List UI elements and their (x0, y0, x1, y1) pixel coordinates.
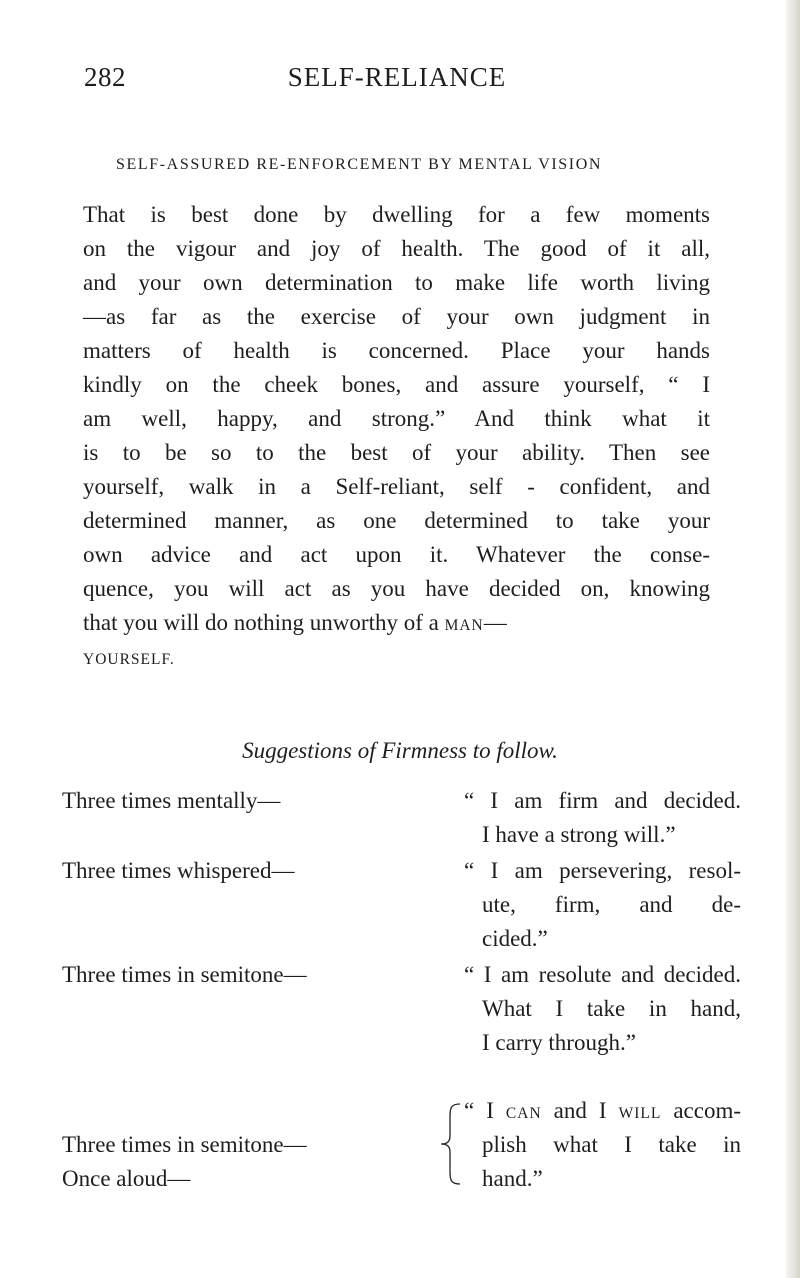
paragraph-line: yourself, walk in a Self-reliant, self - confident, and (83, 474, 710, 499)
quote-line (464, 1094, 741, 1128)
running-title: SELF-RELIANCE (287, 62, 507, 92)
affirmation-quote (464, 784, 741, 852)
paragraph-line: quence, you will act as you have decided on, knowing (83, 576, 710, 601)
quote-line: “ I am resolute and decided. (464, 962, 741, 987)
affirmation-quote (464, 1094, 741, 1196)
paragraph-line: determined manner, as one determined to take your (83, 508, 710, 533)
quote-line: I have a strong will.” (482, 822, 676, 847)
paragraph-line: is to be so to the best of your ability. Then see (83, 440, 710, 465)
paragraph-line (83, 606, 710, 640)
body-paragraph (83, 198, 710, 674)
affirmation-quote (464, 854, 741, 956)
quote-line: ute, firm, and de- (482, 892, 741, 917)
quote-text: and I (541, 1098, 619, 1123)
page-edge-shadow (786, 0, 800, 1278)
curly-brace (436, 1102, 464, 1186)
paragraph-line (83, 640, 710, 674)
paragraph-line: —as far as the exercise of your own judgment in (83, 304, 710, 329)
smallcaps-word: YOURSELF. (83, 651, 175, 668)
quote-text: “ I (464, 1098, 506, 1123)
paragraph-line: and your own determination to make life worth living (83, 270, 710, 295)
affirmation-quote (464, 958, 741, 1060)
instruction-label: Three times whispered— (62, 858, 295, 883)
quote-line: “ I am firm and decided. (464, 788, 741, 813)
smallcaps-word: MAN (444, 617, 484, 634)
paragraph-line: on the vigour and joy of health. The good of it all, (83, 236, 710, 261)
smallcaps-word: WILL (618, 1105, 662, 1122)
smallcaps-word: CAN (505, 1105, 542, 1122)
paragraph-text: that you will do nothing unworthy of a (83, 610, 445, 635)
paragraph-line: matters of health is concerned. Place your hands (83, 338, 710, 363)
em-dash: — (483, 610, 507, 635)
paragraph-line: kindly on the cheek bones, and assure yourself, “ I (83, 372, 710, 397)
paragraph-line: That is best done by dwelling for a few moments (83, 202, 710, 227)
instruction-label: Three times in semitone— (62, 1132, 307, 1157)
paragraph-line: am well, happy, and strong.” And think what it (83, 406, 710, 431)
quote-line: I carry through.” (482, 1030, 636, 1055)
paragraph-line: own advice and act upon it. Whatever the conse- (83, 542, 710, 567)
suggestions-subheading: Suggestions of Firmness to follow. (242, 738, 558, 763)
instruction-label: Three times in semitone— (62, 962, 307, 987)
instruction-label: Three times mentally— (62, 788, 281, 813)
section-heading: SELF-ASSURED RE-ENFORCEMENT BY MENTAL VISION (116, 156, 603, 173)
quote-line: What I take in hand, (482, 996, 741, 1021)
quote-line: hand.” (482, 1166, 543, 1191)
quote-line: “ I am persevering, resol- (464, 858, 741, 883)
quote-line: plish what I take in (482, 1132, 741, 1157)
quote-text: accom- (661, 1098, 741, 1123)
quote-line: cided.” (482, 926, 548, 951)
instruction-label: Once aloud— (62, 1166, 191, 1191)
page-number: 282 (84, 62, 126, 92)
